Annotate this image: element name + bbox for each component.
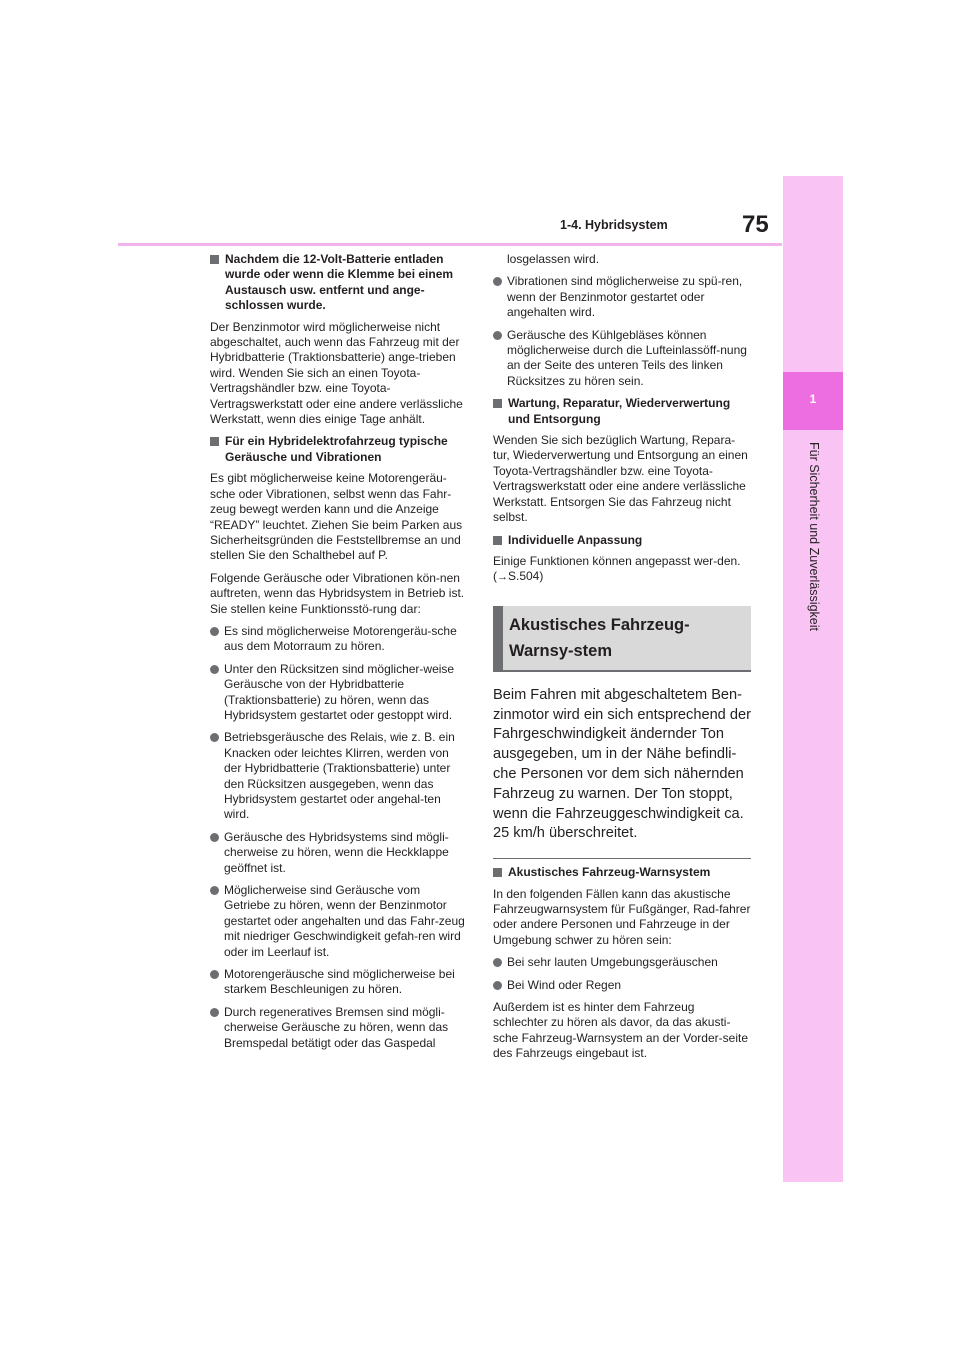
left-column (210, 252, 466, 1058)
heading-customization-text: Individuelle Anpassung (508, 532, 643, 547)
square-bullet-icon (210, 255, 219, 264)
list-item-text: Durch regeneratives Bremsen sind mögli-cherweise Geräusche zu hören, wenn das Bremspedal betätigt oder das Gaspedal (224, 1004, 449, 1050)
side-tab-label: Für Sicherheit und Zuverlässigkeit (807, 442, 821, 631)
list-item (493, 978, 751, 993)
heading-warning-system-text: Akustisches Fahrzeug-Warnsystem (508, 865, 711, 880)
round-bullet-icon (210, 833, 219, 842)
list-item-text: Motorengeräusche sind möglicherweise bei starkem Beschleunigen zu hören. (224, 967, 455, 997)
heading-customization (493, 533, 751, 548)
round-bullet-icon (210, 627, 219, 636)
round-bullet-icon (210, 665, 219, 674)
list-item-text: Es sind möglicherweise Motorengeräu-sche aus dem Motorraum zu hören. (224, 623, 457, 654)
paragraph-noises: Es gibt möglicherweise keine Motorengeräu-sche oder Vibrationen, selbst wenn das Fahr-zeug bewegt werden kann und die Anzeige “READY” leuchtet. Ziehen Sie beim Parken aus Sicherheitsgründen die Feststellbremse an und stellen Sie den Schalthebel auf P. (210, 471, 463, 563)
side-tab (783, 176, 843, 1182)
paragraph-maintenance: Wenden Sie sich bezüglich Wartung, Repara-tur, Wiederverwertung und Entsorgung an einen Toyota-Vertragshändler bzw. eine Toyota-Vertragswerkstatt oder eine andere verlässliche Werkstatt. Entsorgen Sie das Fahrzeug nicht selbst. (493, 433, 748, 525)
square-bullet-icon (493, 399, 502, 408)
list-item (210, 830, 466, 876)
round-bullet-icon (493, 331, 502, 340)
round-bullet-icon (210, 970, 219, 979)
paragraph-warning-system: In den folgenden Fällen kann das akustische Fahrzeugwarnsystem für Fußgänger, Rad-fahrer oder andere Personen und Fahrzeuge in der Umgebung schwer zu hören sein: (493, 886, 751, 947)
list-item (493, 955, 751, 970)
section-title-box (493, 606, 751, 672)
square-bullet-icon (493, 536, 502, 545)
round-bullet-icon (493, 277, 502, 286)
list-item (493, 328, 751, 390)
list-item-text: Unter den Rücksitzen sind möglicher-weise Geräusche von der Hybridbatterie (Traktionsbatterie) zu hören, wenn das Hybridsystem gestartet oder gestoppt wird. (224, 661, 455, 722)
square-bullet-icon (210, 437, 219, 446)
list-item (210, 624, 466, 655)
section-title-bar (493, 606, 503, 670)
header-rule (118, 243, 782, 246)
paragraph-customization (493, 554, 751, 586)
customization-text: Einige Funktionen können angepasst wer-den. ( (493, 553, 741, 584)
right-column (493, 252, 751, 1069)
page-number: 75 (742, 211, 769, 238)
list-item (493, 274, 751, 320)
list-item (210, 1005, 466, 1051)
section-intro: Beim Fahren mit abgeschaltetem Ben-zinmotor wird ein sich entsprechend der Fahrgeschwindigkeit ändernder Ton ausgegeben, um in der Nähe befindli-che Personen vor dem sich nähernden Fahrzeug zu warnen. Der Ton stoppt, wenn die Fahrzeuggeschwindigkeit ca. 25 km/h überschreitet. (493, 686, 751, 842)
heading-maintenance-text: Wartung, Reparatur, Wiederverwertung und Entsorgung (508, 396, 731, 426)
heading-noises (210, 434, 466, 465)
divider (493, 858, 751, 859)
round-bullet-icon (210, 1008, 219, 1017)
list-item (210, 883, 466, 960)
heading-battery-text: Nachdem die 12-Volt-Batterie entladen wurde oder wenn die Klemme bei einem Austausch usw. entfernt und ange-schlossen wurde. (225, 252, 454, 313)
arrow-right-icon: → (497, 571, 508, 584)
list-item (210, 662, 466, 724)
continuation-text: losgelassen wird. (507, 252, 600, 266)
paragraph-battery: Der Benzinmotor wird möglicherweise nicht abgeschaltet, auch wenn das Fahrzeug mit der Hybridbatterie (Traktionsbatterie) ange-trieben wird. Wenden Sie sich an einen Toyota-Vertragshändler bzw. eine Toyota-Vertragswerkstatt oder eine andere verlässliche Werkstatt, wenn dies einige Tage anhält. (210, 319, 463, 427)
section-title: Akustisches Fahrzeug-Warnsy-stem (509, 615, 690, 660)
side-tab-number: 1 (809, 392, 817, 406)
heading-warning-system (493, 865, 751, 880)
section-header: 1-4. Hybridsystem (560, 218, 668, 232)
round-bullet-icon (210, 733, 219, 742)
list-item-text: Geräusche des Kühlgebläses können möglicherweise durch die Lufteinlassöff-nung an der Seite des unteren Teils des linken Rücksitzes zu hören sein. (507, 327, 747, 388)
paragraph-warning-system-note: Außerdem ist es hinter dem Fahrzeug schlechter zu hören als davor, da das akusti-sche Fahrzeug-Warnsystem an der Vorder-seite des Fahrzeugs eingebaut ist. (493, 999, 748, 1061)
heading-maintenance (493, 396, 751, 427)
list-item (210, 730, 466, 822)
heading-noises-text: Für ein Hybridelektrofahrzeug typische Geräusche und Vibrationen (225, 434, 448, 464)
round-bullet-icon (210, 886, 219, 895)
page-reference-link[interactable]: S.504) (508, 569, 544, 584)
round-bullet-icon (493, 958, 502, 967)
square-bullet-icon (493, 868, 502, 877)
heading-battery (210, 252, 466, 314)
list-item-text: Geräusche des Hybridsystems sind mögli-cherweise zu hören, wenn die Heckklappe geöffnet ist. (224, 829, 449, 875)
list-item-text: Betriebsgeräusche des Relais, wie z. B. ein Knacken oder leichtes Klirren, werden von der Hybridbatterie (Traktionsbatterie) unter den Rücksitzen ausgegeben, wenn das Hybridsystem gestartet oder angehal-ten wird. (224, 730, 455, 822)
list-item-text: Bei sehr lauten Umgebungsgeräuschen (507, 955, 718, 970)
list-item-text: Vibrationen sind möglicherweise zu spü-ren, wenn der Benzinmotor gestartet oder angehalten wird. (507, 274, 743, 320)
round-bullet-icon (493, 981, 502, 990)
paragraph-noises-list-intro: Folgende Geräusche oder Vibrationen kön-nen auftreten, wenn das Hybridsystem in Betrieb ist. Sie stellen keine Funktionsstö-rung dar: (210, 570, 465, 616)
list-item-text: Möglicherweise sind Geräusche vom Getriebe zu hören, wenn der Benzinmotor gestartet oder angehalten und das Fahr-zeug mit niedriger Geschwindigkeit gefah-ren wird oder im Leerlauf ist. (224, 883, 465, 959)
list-item (210, 967, 466, 998)
list-item-text: Bei Wind oder Regen (507, 977, 622, 992)
